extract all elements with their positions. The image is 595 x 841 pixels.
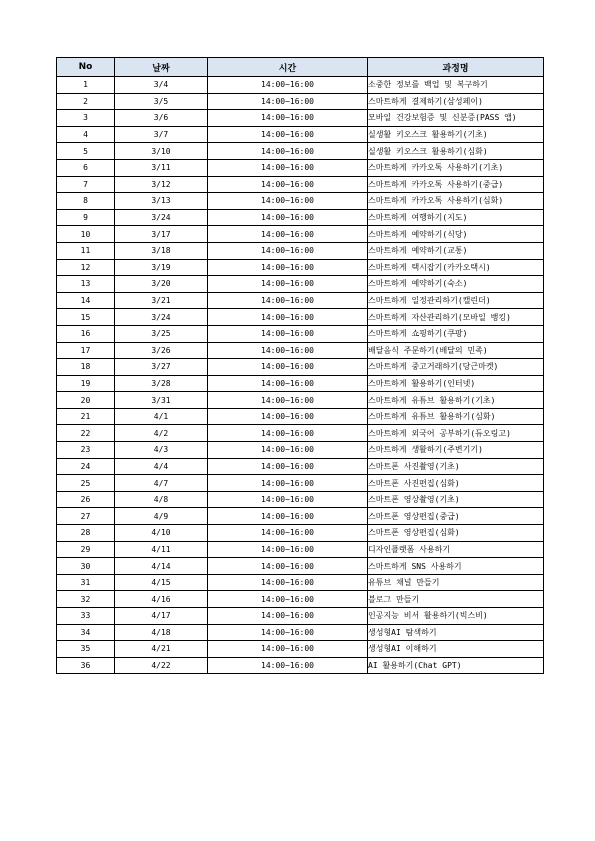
- cell-no: 11: [57, 242, 115, 259]
- cell-no: 15: [57, 309, 115, 326]
- cell-no: 23: [57, 442, 115, 459]
- table-row: [57, 475, 544, 492]
- cell-no: 7: [57, 176, 115, 193]
- cell-time: 14:00~16:00: [208, 77, 368, 94]
- cell-course: 실생활 키오스크 활용하기(심화): [368, 143, 544, 160]
- cell-date: 4/22: [115, 657, 208, 674]
- table-row: [57, 126, 544, 143]
- cell-time: 14:00~16:00: [208, 359, 368, 376]
- table-header: [57, 58, 544, 77]
- table-row: [57, 359, 544, 376]
- cell-no: 29: [57, 541, 115, 558]
- cell-course: 스마트하게 자산관리하기(모바일 뱅킹): [368, 309, 544, 326]
- table-row: [57, 558, 544, 575]
- cell-course: 스마트하게 택시잡기(카카오택시): [368, 259, 544, 276]
- cell-course: 스마트하게 쇼핑하기(쿠팡): [368, 325, 544, 342]
- cell-time: 14:00~16:00: [208, 525, 368, 542]
- cell-course: 배달음식 주문하기(배달의 민족): [368, 342, 544, 359]
- cell-time: 14:00~16:00: [208, 226, 368, 243]
- cell-course: 스마트하게 카카오톡 사용하기(중급): [368, 176, 544, 193]
- cell-no: 6: [57, 159, 115, 176]
- table-row: [57, 392, 544, 409]
- cell-time: 14:00~16:00: [208, 408, 368, 425]
- table-row: [57, 292, 544, 309]
- cell-date: 4/16: [115, 591, 208, 608]
- cell-date: 4/10: [115, 525, 208, 542]
- cell-no: 24: [57, 458, 115, 475]
- table-row: [57, 657, 544, 674]
- cell-course: 스마트하게 예약하기(숙소): [368, 276, 544, 293]
- table-row: [57, 325, 544, 342]
- cell-no: 20: [57, 392, 115, 409]
- cell-no: 1: [57, 77, 115, 94]
- table-row: [57, 242, 544, 259]
- cell-no: 34: [57, 624, 115, 641]
- cell-time: 14:00~16:00: [208, 591, 368, 608]
- cell-date: 3/10: [115, 143, 208, 160]
- cell-time: 14:00~16:00: [208, 309, 368, 326]
- cell-course: 소중한 정보를 백업 및 복구하기: [368, 77, 544, 94]
- table-row: [57, 259, 544, 276]
- cell-course: 생성형AI 이해하기: [368, 641, 544, 658]
- cell-time: 14:00~16:00: [208, 491, 368, 508]
- cell-time: 14:00~16:00: [208, 657, 368, 674]
- cell-no: 17: [57, 342, 115, 359]
- cell-course: 스마트하게 카카오톡 사용하기(기초): [368, 159, 544, 176]
- cell-date: 4/7: [115, 475, 208, 492]
- cell-course: 스마트하게 결제하기(삼성페이): [368, 93, 544, 110]
- table-row: [57, 508, 544, 525]
- cell-course: 스마트폰 사진편집(심화): [368, 475, 544, 492]
- cell-time: 14:00~16:00: [208, 325, 368, 342]
- cell-no: 32: [57, 591, 115, 608]
- cell-no: 18: [57, 359, 115, 376]
- cell-no: 8: [57, 193, 115, 210]
- cell-date: 3/12: [115, 176, 208, 193]
- cell-date: 3/19: [115, 259, 208, 276]
- header-row: [57, 58, 544, 77]
- cell-no: 14: [57, 292, 115, 309]
- cell-date: 4/8: [115, 491, 208, 508]
- cell-no: 3: [57, 110, 115, 127]
- cell-no: 2: [57, 93, 115, 110]
- cell-time: 14:00~16:00: [208, 574, 368, 591]
- cell-time: 14:00~16:00: [208, 392, 368, 409]
- table-row: [57, 574, 544, 591]
- cell-course: 인공지능 비서 활용하기(빅스비): [368, 608, 544, 625]
- cell-date: 4/4: [115, 458, 208, 475]
- cell-time: 14:00~16:00: [208, 110, 368, 127]
- cell-time: 14:00~16:00: [208, 442, 368, 459]
- cell-no: 5: [57, 143, 115, 160]
- cell-date: 4/2: [115, 425, 208, 442]
- cell-time: 14:00~16:00: [208, 541, 368, 558]
- cell-no: 13: [57, 276, 115, 293]
- cell-course: AI 활용하기(Chat GPT): [368, 657, 544, 674]
- cell-date: 4/14: [115, 558, 208, 575]
- cell-no: 12: [57, 259, 115, 276]
- header-course: 과정명: [368, 58, 544, 77]
- cell-date: 3/17: [115, 226, 208, 243]
- cell-time: 14:00~16:00: [208, 259, 368, 276]
- table-row: [57, 641, 544, 658]
- cell-time: 14:00~16:00: [208, 292, 368, 309]
- table-row: [57, 159, 544, 176]
- cell-no: 25: [57, 475, 115, 492]
- cell-time: 14:00~16:00: [208, 93, 368, 110]
- cell-no: 35: [57, 641, 115, 658]
- cell-no: 10: [57, 226, 115, 243]
- cell-date: 3/21: [115, 292, 208, 309]
- cell-time: 14:00~16:00: [208, 641, 368, 658]
- table-row: [57, 375, 544, 392]
- cell-date: 4/1: [115, 408, 208, 425]
- cell-time: 14:00~16:00: [208, 624, 368, 641]
- table-row: [57, 491, 544, 508]
- cell-no: 31: [57, 574, 115, 591]
- table-row: [57, 309, 544, 326]
- cell-date: 4/9: [115, 508, 208, 525]
- cell-course: 스마트폰 영상편집(중급): [368, 508, 544, 525]
- cell-course: 스마트하게 SNS 사용하기: [368, 558, 544, 575]
- cell-no: 28: [57, 525, 115, 542]
- cell-date: 3/5: [115, 93, 208, 110]
- cell-course: 스마트폰 사진촬영(기초): [368, 458, 544, 475]
- cell-no: 30: [57, 558, 115, 575]
- cell-time: 14:00~16:00: [208, 159, 368, 176]
- cell-date: 4/11: [115, 541, 208, 558]
- cell-no: 16: [57, 325, 115, 342]
- cell-course: 스마트하게 생활하기(주변기기): [368, 442, 544, 459]
- cell-date: 3/4: [115, 77, 208, 94]
- table-row: [57, 110, 544, 127]
- cell-time: 14:00~16:00: [208, 242, 368, 259]
- cell-time: 14:00~16:00: [208, 276, 368, 293]
- cell-time: 14:00~16:00: [208, 143, 368, 160]
- cell-date: 4/15: [115, 574, 208, 591]
- cell-date: 3/18: [115, 242, 208, 259]
- cell-course: 스마트하게 여행하기(지도): [368, 209, 544, 226]
- cell-time: 14:00~16:00: [208, 176, 368, 193]
- cell-time: 14:00~16:00: [208, 608, 368, 625]
- cell-date: 3/24: [115, 309, 208, 326]
- header-no: No: [57, 58, 115, 77]
- cell-date: 4/18: [115, 624, 208, 641]
- cell-time: 14:00~16:00: [208, 458, 368, 475]
- cell-course: 생성형AI 탐색하기: [368, 624, 544, 641]
- cell-no: 33: [57, 608, 115, 625]
- table-row: [57, 276, 544, 293]
- cell-time: 14:00~16:00: [208, 193, 368, 210]
- table-row: [57, 342, 544, 359]
- cell-time: 14:00~16:00: [208, 425, 368, 442]
- cell-no: 21: [57, 408, 115, 425]
- table-row: [57, 209, 544, 226]
- cell-course: 스마트하게 활용하기(인터넷): [368, 375, 544, 392]
- cell-date: 3/7: [115, 126, 208, 143]
- cell-course: 스마트폰 영상촬영(기초): [368, 491, 544, 508]
- cell-no: 19: [57, 375, 115, 392]
- cell-time: 14:00~16:00: [208, 126, 368, 143]
- cell-date: 3/31: [115, 392, 208, 409]
- cell-date: 3/11: [115, 159, 208, 176]
- cell-no: 36: [57, 657, 115, 674]
- cell-course: 유튜브 채널 만들기: [368, 574, 544, 591]
- cell-course: 스마트하게 예약하기(교통): [368, 242, 544, 259]
- cell-date: 3/25: [115, 325, 208, 342]
- header-date: 날짜: [115, 58, 208, 77]
- cell-no: 27: [57, 508, 115, 525]
- cell-no: 26: [57, 491, 115, 508]
- table-row: [57, 442, 544, 459]
- table-row: [57, 176, 544, 193]
- cell-date: 3/24: [115, 209, 208, 226]
- cell-course: 블로그 만들기: [368, 591, 544, 608]
- cell-course: 스마트하게 일정관리하기(캘린더): [368, 292, 544, 309]
- cell-date: 4/21: [115, 641, 208, 658]
- cell-time: 14:00~16:00: [208, 475, 368, 492]
- table-row: [57, 93, 544, 110]
- cell-date: 4/17: [115, 608, 208, 625]
- table-row: [57, 143, 544, 160]
- table-row: [57, 193, 544, 210]
- cell-date: 3/27: [115, 359, 208, 376]
- table-row: [57, 226, 544, 243]
- cell-course: 스마트하게 중고거래하기(당근마켓): [368, 359, 544, 376]
- cell-course: 스마트하게 카카오톡 사용하기(심화): [368, 193, 544, 210]
- cell-no: 22: [57, 425, 115, 442]
- cell-no: 9: [57, 209, 115, 226]
- table-row: [57, 458, 544, 475]
- cell-date: 3/6: [115, 110, 208, 127]
- cell-course: 실생활 키오스크 활용하기(기초): [368, 126, 544, 143]
- cell-time: 14:00~16:00: [208, 375, 368, 392]
- schedule-table: [56, 57, 544, 674]
- cell-time: 14:00~16:00: [208, 209, 368, 226]
- cell-date: 3/28: [115, 375, 208, 392]
- table-body: [57, 77, 544, 674]
- table-row: [57, 408, 544, 425]
- cell-date: 3/20: [115, 276, 208, 293]
- table-row: [57, 608, 544, 625]
- cell-course: 모바일 건강보험증 및 신분증(PASS 앱): [368, 110, 544, 127]
- cell-date: 4/3: [115, 442, 208, 459]
- cell-course: 스마트하게 유튜브 활용하기(심화): [368, 408, 544, 425]
- cell-course: 스마트하게 외국어 공부하기(듀오링고): [368, 425, 544, 442]
- table-row: [57, 77, 544, 94]
- table-row: [57, 624, 544, 641]
- header-time: 시간: [208, 58, 368, 77]
- cell-time: 14:00~16:00: [208, 342, 368, 359]
- table-row: [57, 425, 544, 442]
- table-row: [57, 525, 544, 542]
- cell-no: 4: [57, 126, 115, 143]
- cell-course: 스마트하게 예약하기(식당): [368, 226, 544, 243]
- cell-date: 3/13: [115, 193, 208, 210]
- cell-time: 14:00~16:00: [208, 558, 368, 575]
- cell-time: 14:00~16:00: [208, 508, 368, 525]
- cell-course: 스마트하게 유튜브 활용하기(기초): [368, 392, 544, 409]
- table-row: [57, 541, 544, 558]
- table-row: [57, 591, 544, 608]
- cell-course: 디자인플랫폼 사용하기: [368, 541, 544, 558]
- cell-course: 스마트폰 영상편집(심화): [368, 525, 544, 542]
- cell-date: 3/26: [115, 342, 208, 359]
